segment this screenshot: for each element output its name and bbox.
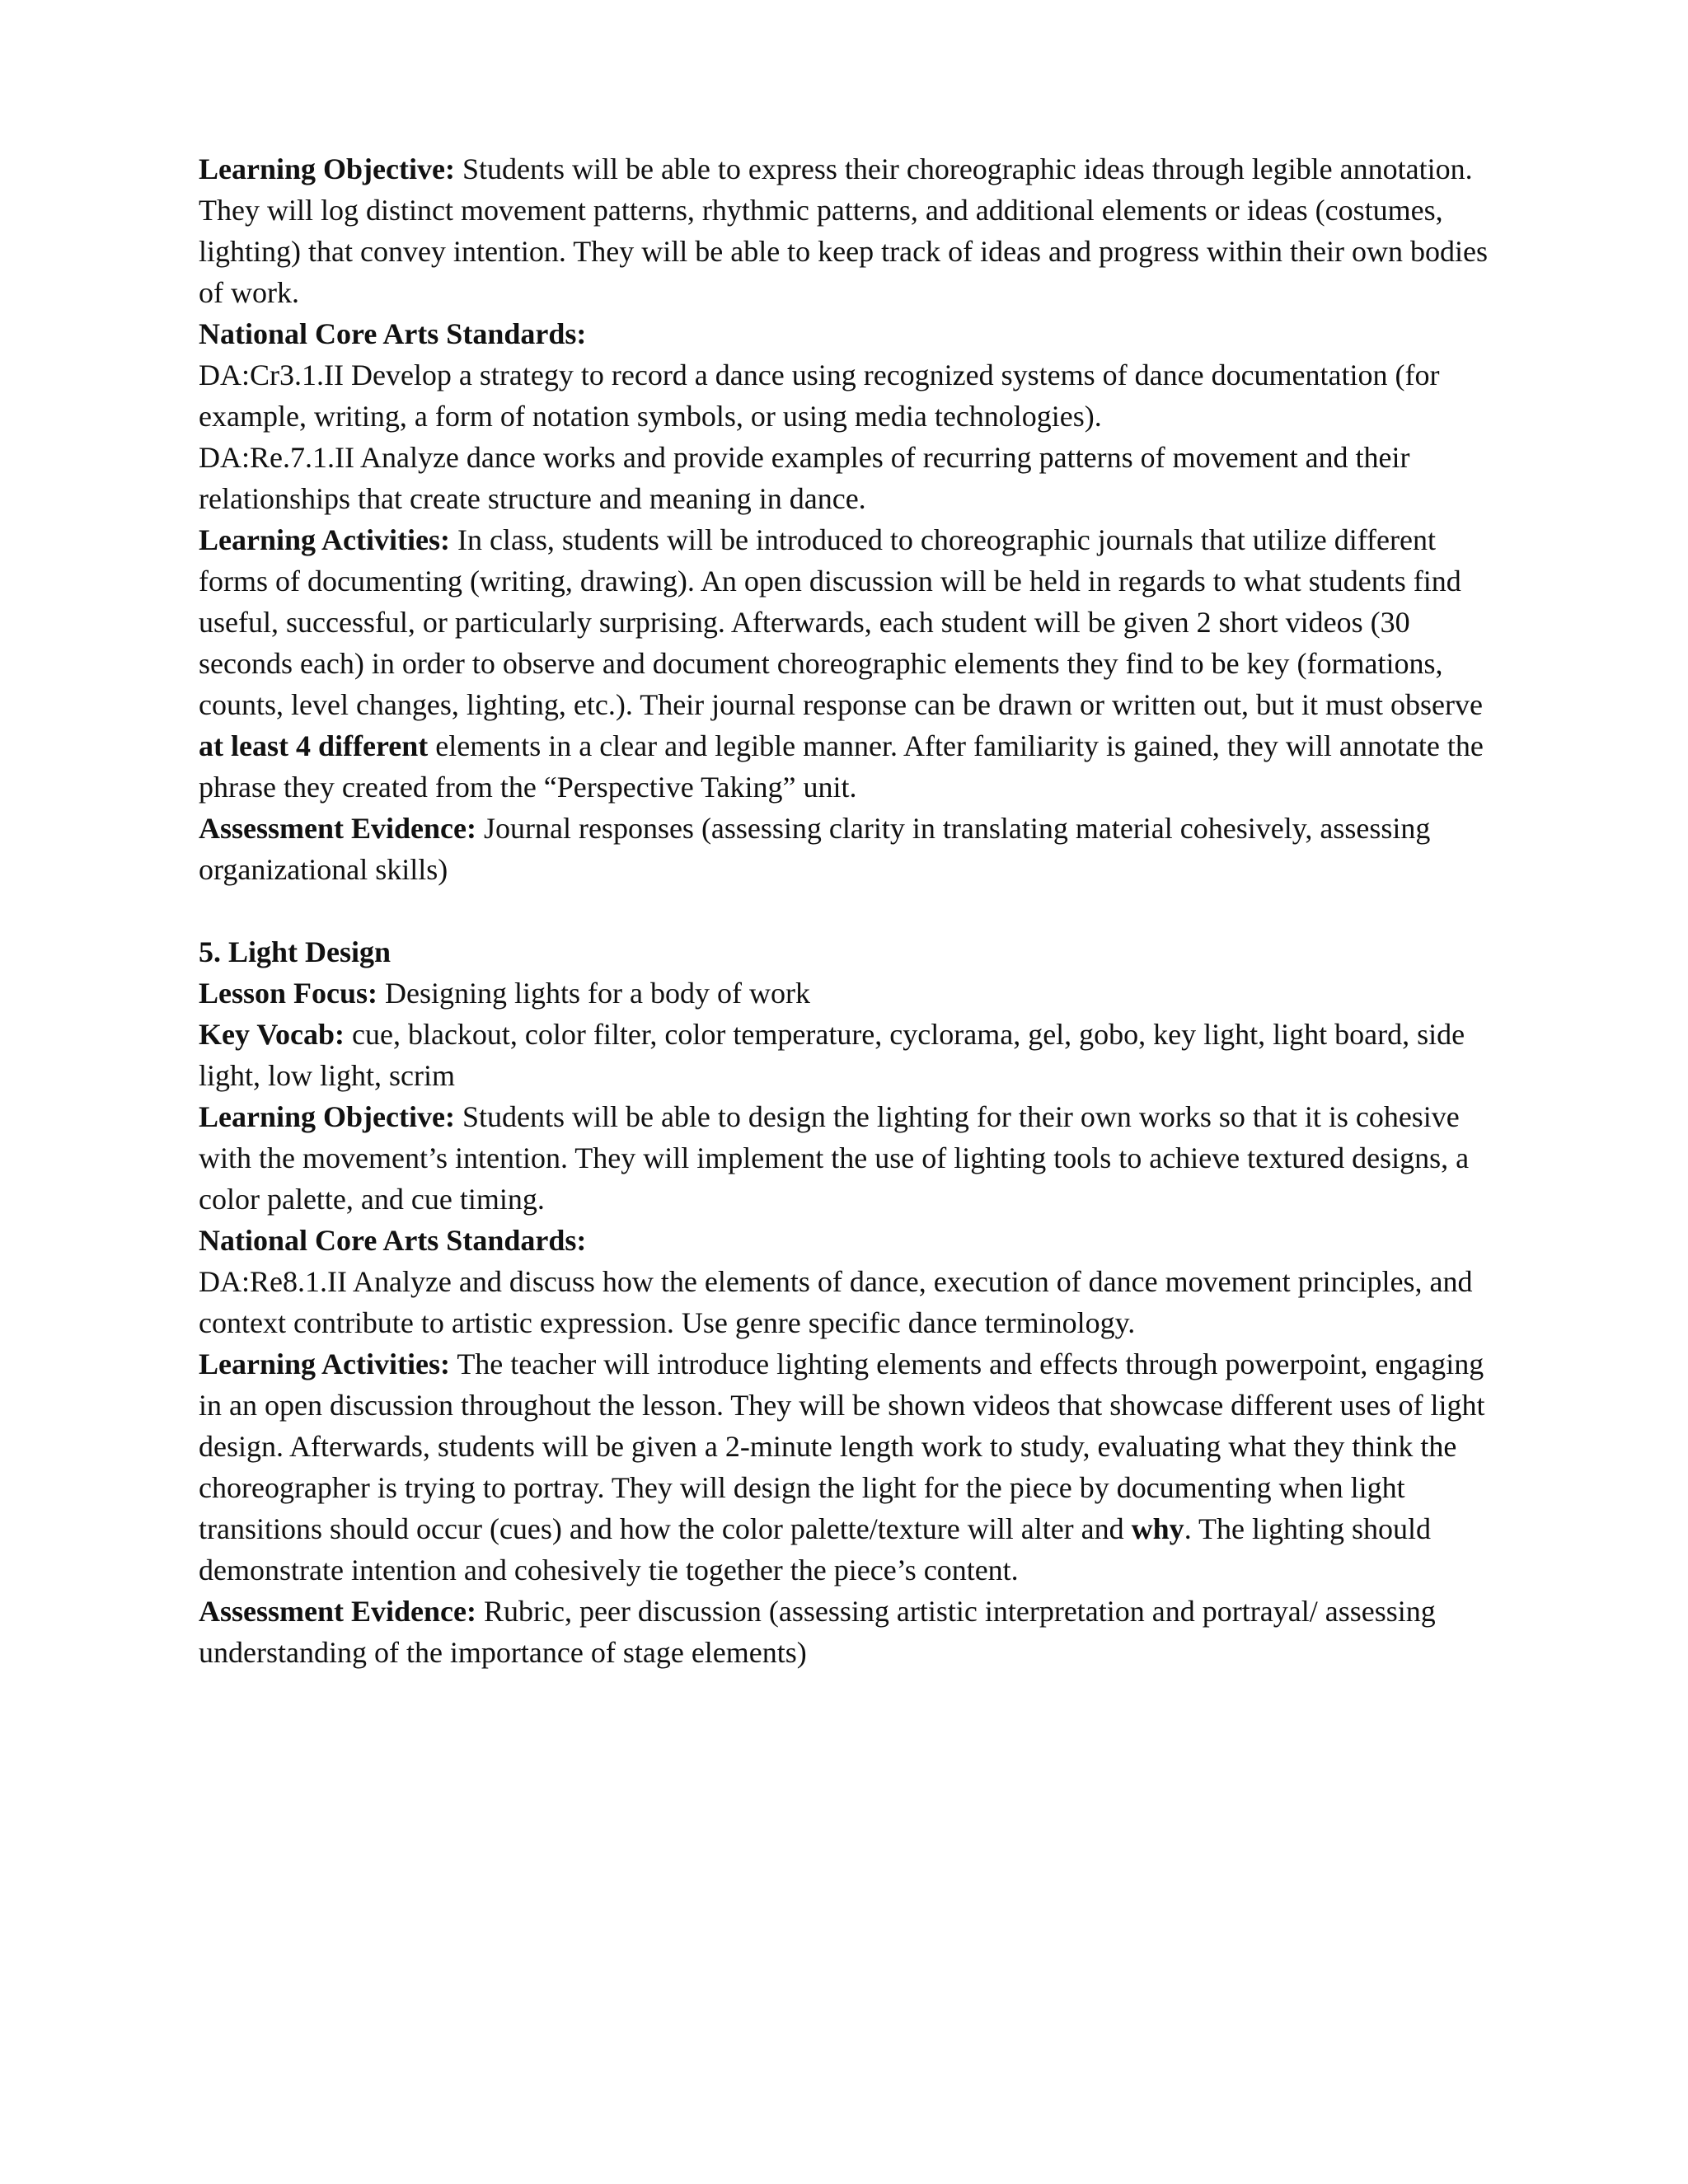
learning-objective-text-2: Students will be able to design the lighting for their own works so that it is cohesive with the movement’s intention. They will implement the use of lighting tools to achieve textured designs, a color palette, and cue timing. — [199, 1100, 1470, 1216]
learning-activities-text-end: elements in a clear and legible manner. After familiarity is gained, they will annotate the phrase they created from the “Perspective Taking” unit. — [199, 729, 1484, 804]
standards-label: National Core Arts Standards: — [199, 317, 587, 350]
key-vocab-paragraph — [199, 1014, 1501, 1096]
assessment-label-2: Assessment Evidence: — [199, 1595, 476, 1628]
learning-activities-paragraph-2 — [199, 1343, 1501, 1591]
learning-objective-label: Learning Objective: — [199, 152, 455, 185]
learning-objective-label-2: Learning Objective: — [199, 1100, 455, 1133]
standard-re8: DA:Re8.1.II Analyze and discuss how the elements of dance, execution of dance movement principles, and context contribute to artistic expression. Use genre specific dance terminology. — [199, 1265, 1473, 1339]
key-vocab-label: Key Vocab: — [199, 1018, 345, 1051]
standards-heading-2 — [199, 1220, 1501, 1261]
standard-re7: DA:Re.7.1.II Analyze dance works and provide examples of recurring patterns of movement and their relationships that create structure and meaning in dance. — [199, 441, 1410, 515]
assessment-paragraph — [199, 808, 1501, 890]
key-vocab-text: cue, blackout, color filter, color temperature, cyclorama, gel, gobo, key light, light board, side light, low light, scrim — [199, 1018, 1465, 1092]
assessment-text: Journal responses (assessing clarity in translating material cohesively, assessing organizational skills) — [199, 812, 1431, 886]
light-design-heading — [199, 931, 1501, 972]
assessment-paragraph-2 — [199, 1591, 1501, 1673]
lesson-focus-label: Lesson Focus: — [199, 977, 378, 1010]
document-page — [199, 148, 1501, 1673]
learning-objective-paragraph — [199, 148, 1501, 313]
standards-heading — [199, 313, 1501, 354]
learning-activities-text-start: In class, students will be introduced to choreographic journals that utilize different forms of documenting (writing, drawing). An open discussion will be held in regards to what students find useful, successful, or particularly surprising. Afterwards, each student will be given 2 short videos (30 seconds each) in order to observe and document choreographic elements they find to be key (formations, counts, level changes, lighting, etc.). Their journal response can be drawn or written out, but it must observe — [199, 523, 1483, 721]
learning-activities-label: Learning Activities: — [199, 523, 450, 556]
standard-cr3: DA:Cr3.1.II Develop a strategy to record a dance using recognized systems of dance documentation (for example, writing, a form of notation symbols, or using media technologies). — [199, 359, 1440, 433]
learning-activities-emphasis: at least 4 different — [199, 729, 429, 762]
learning-activities-label-2: Learning Activities: — [199, 1347, 450, 1380]
learning-activities-text-start-2: The teacher will introduce lighting elements and effects through powerpoint, engaging in an open discussion throughout the lesson. They will be shown videos that showcase different uses of light design. Afterwards, students will be given a 2-minute length work to study, evaluating what they think the choreographer is trying to portray. They will design the light for the piece by documenting when light transitions should occur (cues) and how the color palette/texture will alter and — [199, 1347, 1485, 1545]
section-heading: 5. Light Design — [199, 935, 392, 968]
learning-objective-paragraph-2 — [199, 1096, 1501, 1220]
lesson-focus-paragraph — [199, 972, 1501, 1014]
learning-activities-emphasis-2: why — [1131, 1512, 1184, 1545]
learning-objective-text: Students will be able to express their choreographic ideas through legible annotation. They will log distinct movement patterns, rhythmic patterns, and additional elements or ideas (costumes, lighting) that convey intention. They will be able to keep track of ideas and progress within their own bodies of work. — [199, 152, 1488, 309]
learning-activities-text-end-2: . The lighting should demonstrate intention and cohesively tie together the piece’s content. — [199, 1512, 1432, 1586]
lesson-focus-text: Designing lights for a body of work — [377, 977, 810, 1010]
learning-activities-paragraph — [199, 519, 1501, 808]
assessment-text-2: Rubric, peer discussion (assessing artistic interpretation and portrayal/ assessing understanding of the importance of stage elements) — [199, 1595, 1436, 1669]
standards-label-2: National Core Arts Standards: — [199, 1224, 587, 1257]
section-spacer — [199, 890, 1501, 931]
assessment-label: Assessment Evidence: — [199, 812, 476, 845]
